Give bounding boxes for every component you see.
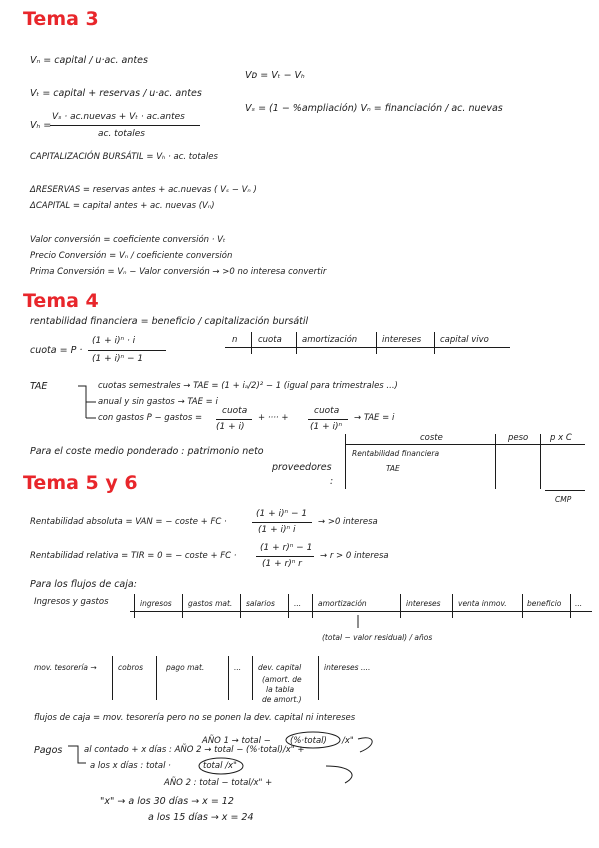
tes-col-pago: pago mat. xyxy=(166,663,205,672)
ig-col-salarios: salarios xyxy=(246,599,275,608)
ano2-line: AÑO 2 : total − total/x" + xyxy=(164,778,273,788)
ig-divider xyxy=(240,594,241,618)
vh-fraction-bar xyxy=(50,125,200,126)
tes-divider xyxy=(318,656,319,700)
ig-divider xyxy=(288,594,289,618)
ingresos-gastos-label: Ingresos y gastos xyxy=(34,597,109,607)
formula-vn: Vₙ = capital / u·ac. antes xyxy=(30,55,148,66)
ig-divider xyxy=(452,594,453,618)
table-header-cuota: cuota xyxy=(258,335,282,345)
tae-anual: anual y sin gastos → TAE = i xyxy=(98,397,218,407)
cuota-denominator: (1 + i)ⁿ − 1 xyxy=(92,354,144,364)
table-divider xyxy=(251,332,252,354)
x-30-dias: "x" → a los 30 días → x = 12 xyxy=(100,796,234,807)
ano1-tail: /x" xyxy=(342,736,354,746)
circle-arrow-1 xyxy=(358,738,372,752)
table-header-capital-vivo: capital vivo xyxy=(440,335,489,345)
ig-divider xyxy=(134,594,135,618)
cmp-header-pxc: p x C xyxy=(550,433,572,443)
tae-con-gastos: con gastos P − gastos = xyxy=(98,413,203,423)
formula-vs: Vₛ = (1 − %ampliación) Vₙ = financiación / ac. nuevas xyxy=(245,103,503,114)
tae-semestrales: cuotas semestrales → TAE = (1 + iₐ/2)² − 1 (igual para trimestrales ...) xyxy=(98,381,398,391)
tae-label: TAE xyxy=(30,381,48,392)
pagos-xdias: a los x días : total · xyxy=(90,761,171,771)
ig-col-gastos: gastos mat. xyxy=(188,599,233,608)
cmp-row-tae: TAE xyxy=(386,464,400,473)
ano1-line: AÑO 1 → total − xyxy=(202,736,271,746)
ig-col-dots-end: ... xyxy=(575,599,583,608)
table-divider xyxy=(376,332,377,354)
table-header-amortizacion: amortización xyxy=(302,335,358,345)
vh-numerator: Vₛ · ac.nuevas + Vₜ · ac.antes xyxy=(52,112,185,122)
table-divider xyxy=(296,332,297,354)
tae-result: → TAE = i xyxy=(354,413,395,423)
circle-arrow-2 xyxy=(326,766,352,783)
tesoreria-label: mov. tesorería → xyxy=(34,663,97,672)
x-15-dias: a los 15 días → x = 24 xyxy=(148,812,254,823)
van-den: (1 + i)ⁿ i xyxy=(258,525,296,535)
formula-vt: Vₜ = capital + reservas / u·ac. antes xyxy=(30,88,202,99)
tes-divider xyxy=(252,656,253,700)
dev-note-3: de amort.) xyxy=(262,695,302,704)
cmp-row-rentabilidad: Rentabilidad financiera xyxy=(352,449,440,458)
ig-header-line xyxy=(130,611,592,612)
cmp-header-line xyxy=(345,444,585,445)
heading-tema56: Tema 5 y 6 xyxy=(23,472,138,494)
ig-divider xyxy=(522,594,523,618)
formula-valor-conversion: Valor conversión = coeficiente conversión · Vₜ xyxy=(30,235,226,245)
cmp-total-line xyxy=(545,490,585,491)
ig-col-amortizacion: amortización xyxy=(318,599,367,608)
formula-capitalizacion: CAPITALIZACIÓN BURSÁTIL = Vₕ · ac. totales xyxy=(30,152,218,162)
dev-note-1: (amort. de xyxy=(262,675,302,684)
cmp-divider xyxy=(345,434,346,489)
tes-divider xyxy=(228,656,229,700)
ano1-circled: (%·total) xyxy=(290,736,327,746)
cuota-numerator: (1 + i)ⁿ · i xyxy=(92,336,136,346)
flujos-definicion: flujos de caja = mov. tesorería pero no se ponen la dev. capital ni intereses xyxy=(34,713,356,723)
pagos-contado: al contado + x días : AÑO 2 → total − (%·total)/x" + xyxy=(84,745,305,755)
tae-frac1-num: cuota xyxy=(222,406,248,416)
formula-vd: Vᴅ = Vₜ − Vₕ xyxy=(245,70,305,81)
van-result: → >0 interesa xyxy=(318,517,378,527)
cuota-fraction-bar xyxy=(88,350,166,351)
dev-note-2: la tabla xyxy=(266,685,295,694)
tes-divider xyxy=(156,656,157,700)
flujos-title: Para los flujos de caja: xyxy=(30,579,137,590)
vh-denominator: ac. totales xyxy=(98,129,145,139)
tae-bracket xyxy=(78,386,86,418)
cmp-proveedores: proveedores xyxy=(272,462,332,473)
ig-col-beneficio: beneficio xyxy=(527,599,562,608)
formula-prima-conversion: Prima Conversión = Vₙ − Valor conversión → >0 no interesa convertir xyxy=(30,267,327,277)
ig-divider xyxy=(312,594,313,618)
formula-van: Rentabilidad absoluta = VAN = − coste + FC · xyxy=(30,517,227,527)
ig-col-venta: venta inmov. xyxy=(458,599,507,608)
ig-divider xyxy=(182,594,183,618)
tae-mid: + ···· + xyxy=(258,413,289,423)
tae-frac1-den: (1 + i) xyxy=(216,422,245,432)
table-divider xyxy=(434,332,435,354)
cmp-line: Para el coste medio ponderado : patrimonio neto xyxy=(30,446,264,457)
pagos-label: Pagos xyxy=(34,745,63,756)
ig-col-intereses: intereses xyxy=(406,599,441,608)
table-header-n: n xyxy=(232,335,238,345)
cmp-header-coste: coste xyxy=(420,433,443,443)
cmp-divider xyxy=(540,434,541,489)
xdias-circled: total /x" xyxy=(203,761,237,771)
van-num: (1 + i)ⁿ − 1 xyxy=(256,509,308,519)
tes-col-intereses: intereses .... xyxy=(324,663,371,672)
amortizacion-note: (total − valor residual) / años xyxy=(322,633,433,642)
formula-cuota-lhs: cuota = P · xyxy=(30,345,83,356)
tae-frac1-bar xyxy=(216,419,252,420)
cmp-divider xyxy=(495,434,496,489)
table-header-line xyxy=(225,347,510,348)
van-bar xyxy=(252,522,312,523)
heading-tema4: Tema 4 xyxy=(23,290,99,312)
cmp-total: CMP xyxy=(555,495,572,504)
tir-num: (1 + r)ⁿ − 1 xyxy=(260,543,313,553)
cmp-header-peso: peso xyxy=(508,433,529,443)
tae-frac2-num: cuota xyxy=(314,406,340,416)
tir-result: → r > 0 interesa xyxy=(320,551,389,561)
tes-col-devcapital: dev. capital xyxy=(258,663,302,672)
formula-vh-lhs: Vₕ = xyxy=(30,120,52,131)
tae-frac2-den: (1 + i)ⁿ xyxy=(310,422,343,432)
tes-divider xyxy=(112,656,113,700)
ig-divider xyxy=(570,594,571,618)
tes-col-cobros: cobros xyxy=(118,663,144,672)
tae-frac2-bar xyxy=(308,419,348,420)
formula-rentabilidad-financiera: rentabilidad financiera = beneficio / capitalización bursátil xyxy=(30,316,309,327)
tir-den: (1 + r)ⁿ r xyxy=(262,559,302,569)
tir-bar xyxy=(256,556,314,557)
formula-precio-conversion: Precio Conversión = Vₙ / coeficiente conversión xyxy=(30,251,233,261)
ig-col-ingresos: ingresos xyxy=(140,599,172,608)
ig-col-dots: ... xyxy=(294,599,302,608)
table-header-intereses: intereses xyxy=(382,335,422,345)
cmp-dots: : xyxy=(330,476,334,487)
formula-tir: Rentabilidad relativa = TIR = 0 = − coste + FC · xyxy=(30,551,237,561)
formula-delta-reservas: ΔRESERVAS = reservas antes + ac.nuevas ( Vₛ − Vₙ ) xyxy=(30,185,257,195)
heading-tema3: Tema 3 xyxy=(23,8,99,30)
ig-divider xyxy=(400,594,401,618)
formula-delta-capital: ΔCAPITAL = capital antes + ac. nuevas (Vₙ) xyxy=(30,201,215,211)
tes-col-dots: ... xyxy=(234,663,242,672)
